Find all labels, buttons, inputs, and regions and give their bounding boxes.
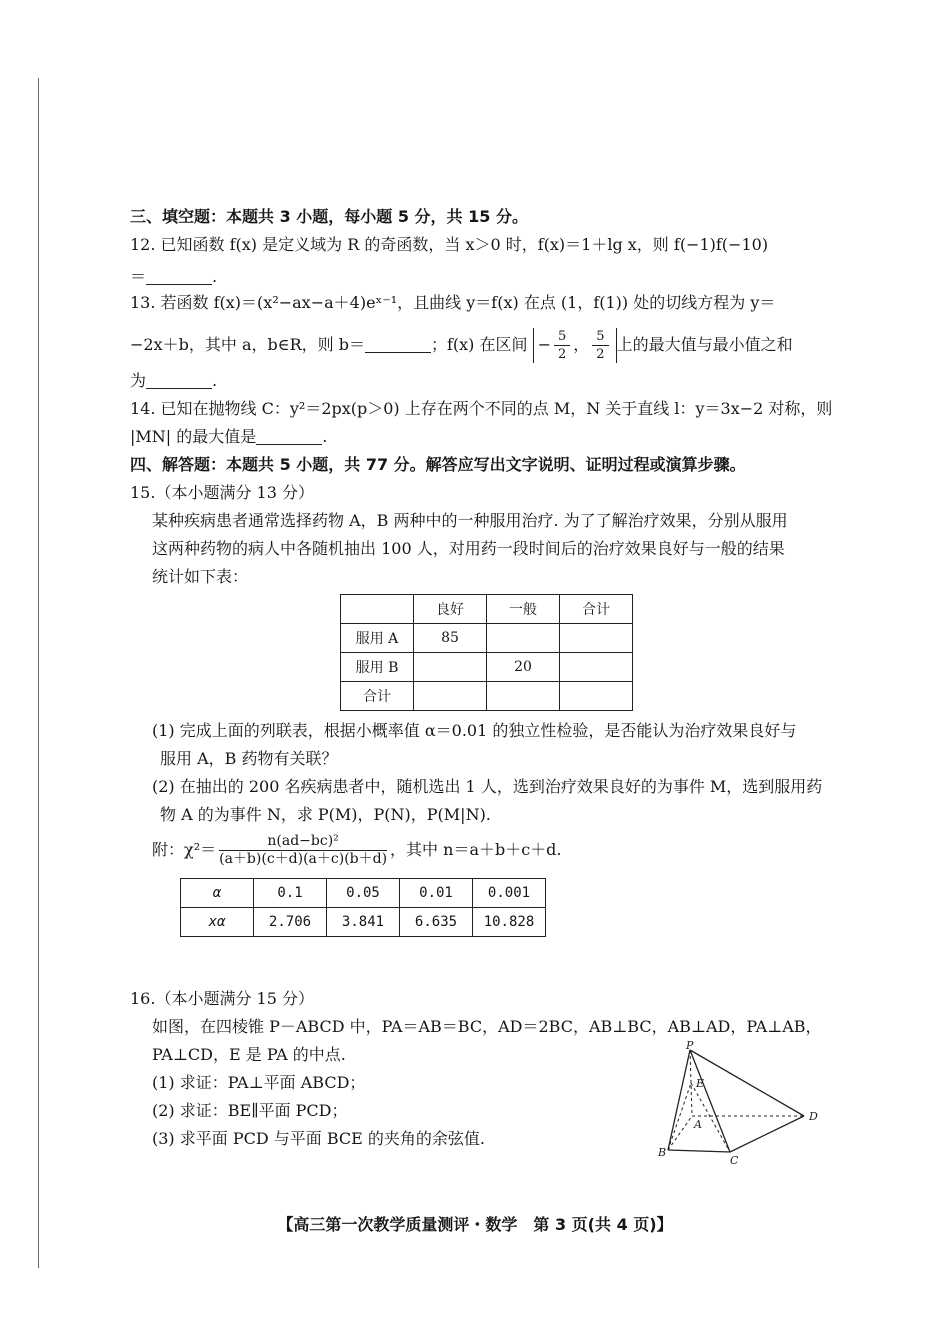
- q13-frac1-num: 5: [554, 328, 570, 346]
- q13-frac1-den: 2: [557, 347, 567, 362]
- table-cell: 0.01: [400, 879, 473, 908]
- table-cell: 2.706: [254, 908, 327, 937]
- q14-line2: [130, 426, 327, 448]
- q15-stem-line1: 某种疾病患者通常选择药物 A，B 两种中的一种服用治疗. 为了了解治疗效果，分别从服用: [152, 511, 788, 530]
- q14-line2-prefix: |MN| 的最大值是: [130, 427, 257, 446]
- q13-text-b: ；f(x) 在区间: [430, 335, 528, 354]
- table-cell: [414, 653, 487, 682]
- label-b: B: [658, 1146, 667, 1159]
- q15-part1-line1: (1) 完成上面的列联表，根据小概率值 α＝0.01 的独立性检验，是否能认为治疗效果良好与: [152, 721, 797, 740]
- table-cell: [414, 682, 487, 711]
- segment-be: [668, 1083, 691, 1150]
- table-cell: 0.1: [254, 879, 327, 908]
- q12-answer-blank: [146, 268, 212, 285]
- q13-text-c: 上的最大值与最小值之和: [616, 335, 793, 354]
- table-cell: [560, 653, 633, 682]
- label-c: C: [730, 1154, 739, 1165]
- q13-interval: − $\frac{5}{2}$ ， $\frac{5}{2}$: [533, 328, 617, 363]
- q15-part2-line1: (2) 在抽出的 200 名疾病患者中，随机选出 1 人，选到治疗效果良好的为事件 M，选到服用药: [152, 777, 823, 796]
- label-a: A: [694, 1118, 702, 1131]
- edge-bc: [668, 1150, 730, 1152]
- q12-line1: 12. 已知函数 f(x) 是定义域为 R 的奇函数，当 x＞0 时，f(x)＝1＋lg x，则 f(−1)f(−10): [130, 235, 769, 254]
- q13-line3-period: .: [212, 371, 218, 390]
- q16-part2: (2) 求证：BE∥平面 PCD；: [152, 1101, 348, 1120]
- contingency-table: [340, 594, 633, 711]
- table-cell: 6.635: [400, 908, 473, 937]
- table-cell: 3.841: [327, 908, 400, 937]
- formula-label: 附：χ²＝: [152, 840, 217, 859]
- q13-line2: [130, 328, 793, 363]
- table-cell: 服用 B: [341, 653, 414, 682]
- q15-stem-line3: 统计如下表：: [152, 567, 249, 586]
- table-cell: xα: [181, 908, 254, 937]
- q13-answer-blank-1: [365, 336, 431, 353]
- table-cell: 0.05: [327, 879, 400, 908]
- q16-stem-line2: PA⊥CD，E 是 PA 的中点.: [152, 1045, 346, 1064]
- q16-part3: (3) 求平面 PCD 与平面 BCE 的夹角的余弦值.: [152, 1129, 485, 1148]
- table-row: [341, 624, 633, 653]
- chi-square-formula: [152, 832, 562, 868]
- q13-frac2-num: 5: [592, 328, 608, 346]
- table-cell: 20: [487, 653, 560, 682]
- critical-value-table: [180, 878, 546, 937]
- q16-stem-line1: 如图，在四棱锥 P－ABCD 中，PA＝AB＝BC，AD＝2BC，AB⊥BC，AB⊥AD，PA⊥AB，: [152, 1017, 822, 1036]
- edge-pd: [690, 1050, 804, 1116]
- table-row: [341, 682, 633, 711]
- q15-header: 15.（本小题满分 13 分）: [130, 483, 314, 502]
- formula-numerator: n(ad−bc)²: [219, 833, 387, 851]
- q16-part1: (1) 求证：PA⊥平面 ABCD；: [152, 1073, 366, 1092]
- table-cell: 合计: [341, 682, 414, 711]
- q13-frac-1: [554, 328, 570, 363]
- q13-answer-blank-2: [146, 372, 212, 389]
- q12-line2: [130, 266, 217, 288]
- formula-denominator: (a＋b)(c＋d)(a＋c)(b＋d): [219, 851, 388, 867]
- table-cell: [560, 624, 633, 653]
- formula-fraction: [219, 833, 387, 868]
- section4-title: 四、解答题：本题共 5 小题，共 77 分。解答应写出文字说明、证明过程或演算步骤。: [130, 455, 746, 474]
- edge-pc: [690, 1050, 730, 1152]
- q13-frac-2: [592, 328, 608, 363]
- q14-period: .: [322, 427, 328, 446]
- q15-part2-line2: 物 A 的为事件 N，求 P(M)，P(N)，P(M|N).: [160, 805, 491, 824]
- pyramid-figure: [652, 1040, 832, 1165]
- section3-title: 三、填空题：本题共 3 小题，每小题 5 分，共 15 分。: [130, 207, 528, 226]
- table-cell: 0.001: [473, 879, 546, 908]
- table-cell: [341, 595, 414, 624]
- table-cell: 85: [414, 624, 487, 653]
- table-header-cell: 合计: [560, 595, 633, 624]
- table-row: [181, 879, 546, 908]
- q13-line1: 13. 若函数 f(x)＝(x²−ax−a＋4)eˣ⁻¹，且曲线 y＝f(x) 在点 (1，f(1)) 处的切线方程为 y＝: [130, 293, 776, 312]
- table-cell: [487, 624, 560, 653]
- table-header-cell: 良好: [414, 595, 487, 624]
- formula-tail: ，其中 n＝a＋b＋c＋d.: [390, 840, 562, 859]
- q14-answer-blank: [256, 428, 322, 445]
- table-row: [181, 908, 546, 937]
- q13-text-a: −2x＋b，其中 a，b∈R，则 b＝: [130, 335, 365, 354]
- q13-line3: [130, 370, 217, 392]
- table-cell: 10.828: [473, 908, 546, 937]
- label-d: D: [809, 1110, 818, 1123]
- label-e: E: [696, 1077, 705, 1090]
- q12-equals: ＝: [130, 267, 147, 286]
- q15-part1-line2: 服用 A，B 药物有关联？: [160, 749, 338, 768]
- edge-cd: [730, 1116, 804, 1152]
- table-row: [341, 653, 633, 682]
- margin-line: [38, 78, 39, 1268]
- q16-header: 16.（本小题满分 15 分）: [130, 989, 314, 1008]
- q12-period: .: [212, 267, 218, 286]
- table-cell: [487, 682, 560, 711]
- q13-frac2-den: 2: [596, 347, 605, 362]
- q15-stem-line2: 这两种药物的病人中各随机抽出 100 人，对用药一段时间后的治疗效果良好与一般的结果: [152, 539, 785, 558]
- table-header-row: [341, 595, 633, 624]
- table-cell: α: [181, 879, 254, 908]
- q13-line3-prefix: 为: [130, 371, 147, 390]
- table-cell: 服用 A: [341, 624, 414, 653]
- page-footer: 【高三第一次教学质量测评・数学 第 3 页(共 4 页)】: [277, 1215, 673, 1234]
- q14-line1: 14. 已知在抛物线 C：y²＝2px(p＞0) 上存在两个不同的点 M，N 关于直线 l：y＝3x−2 对称，则: [130, 399, 833, 418]
- label-p: P: [686, 1040, 694, 1052]
- table-cell: [560, 682, 633, 711]
- table-header-cell: 一般: [487, 595, 560, 624]
